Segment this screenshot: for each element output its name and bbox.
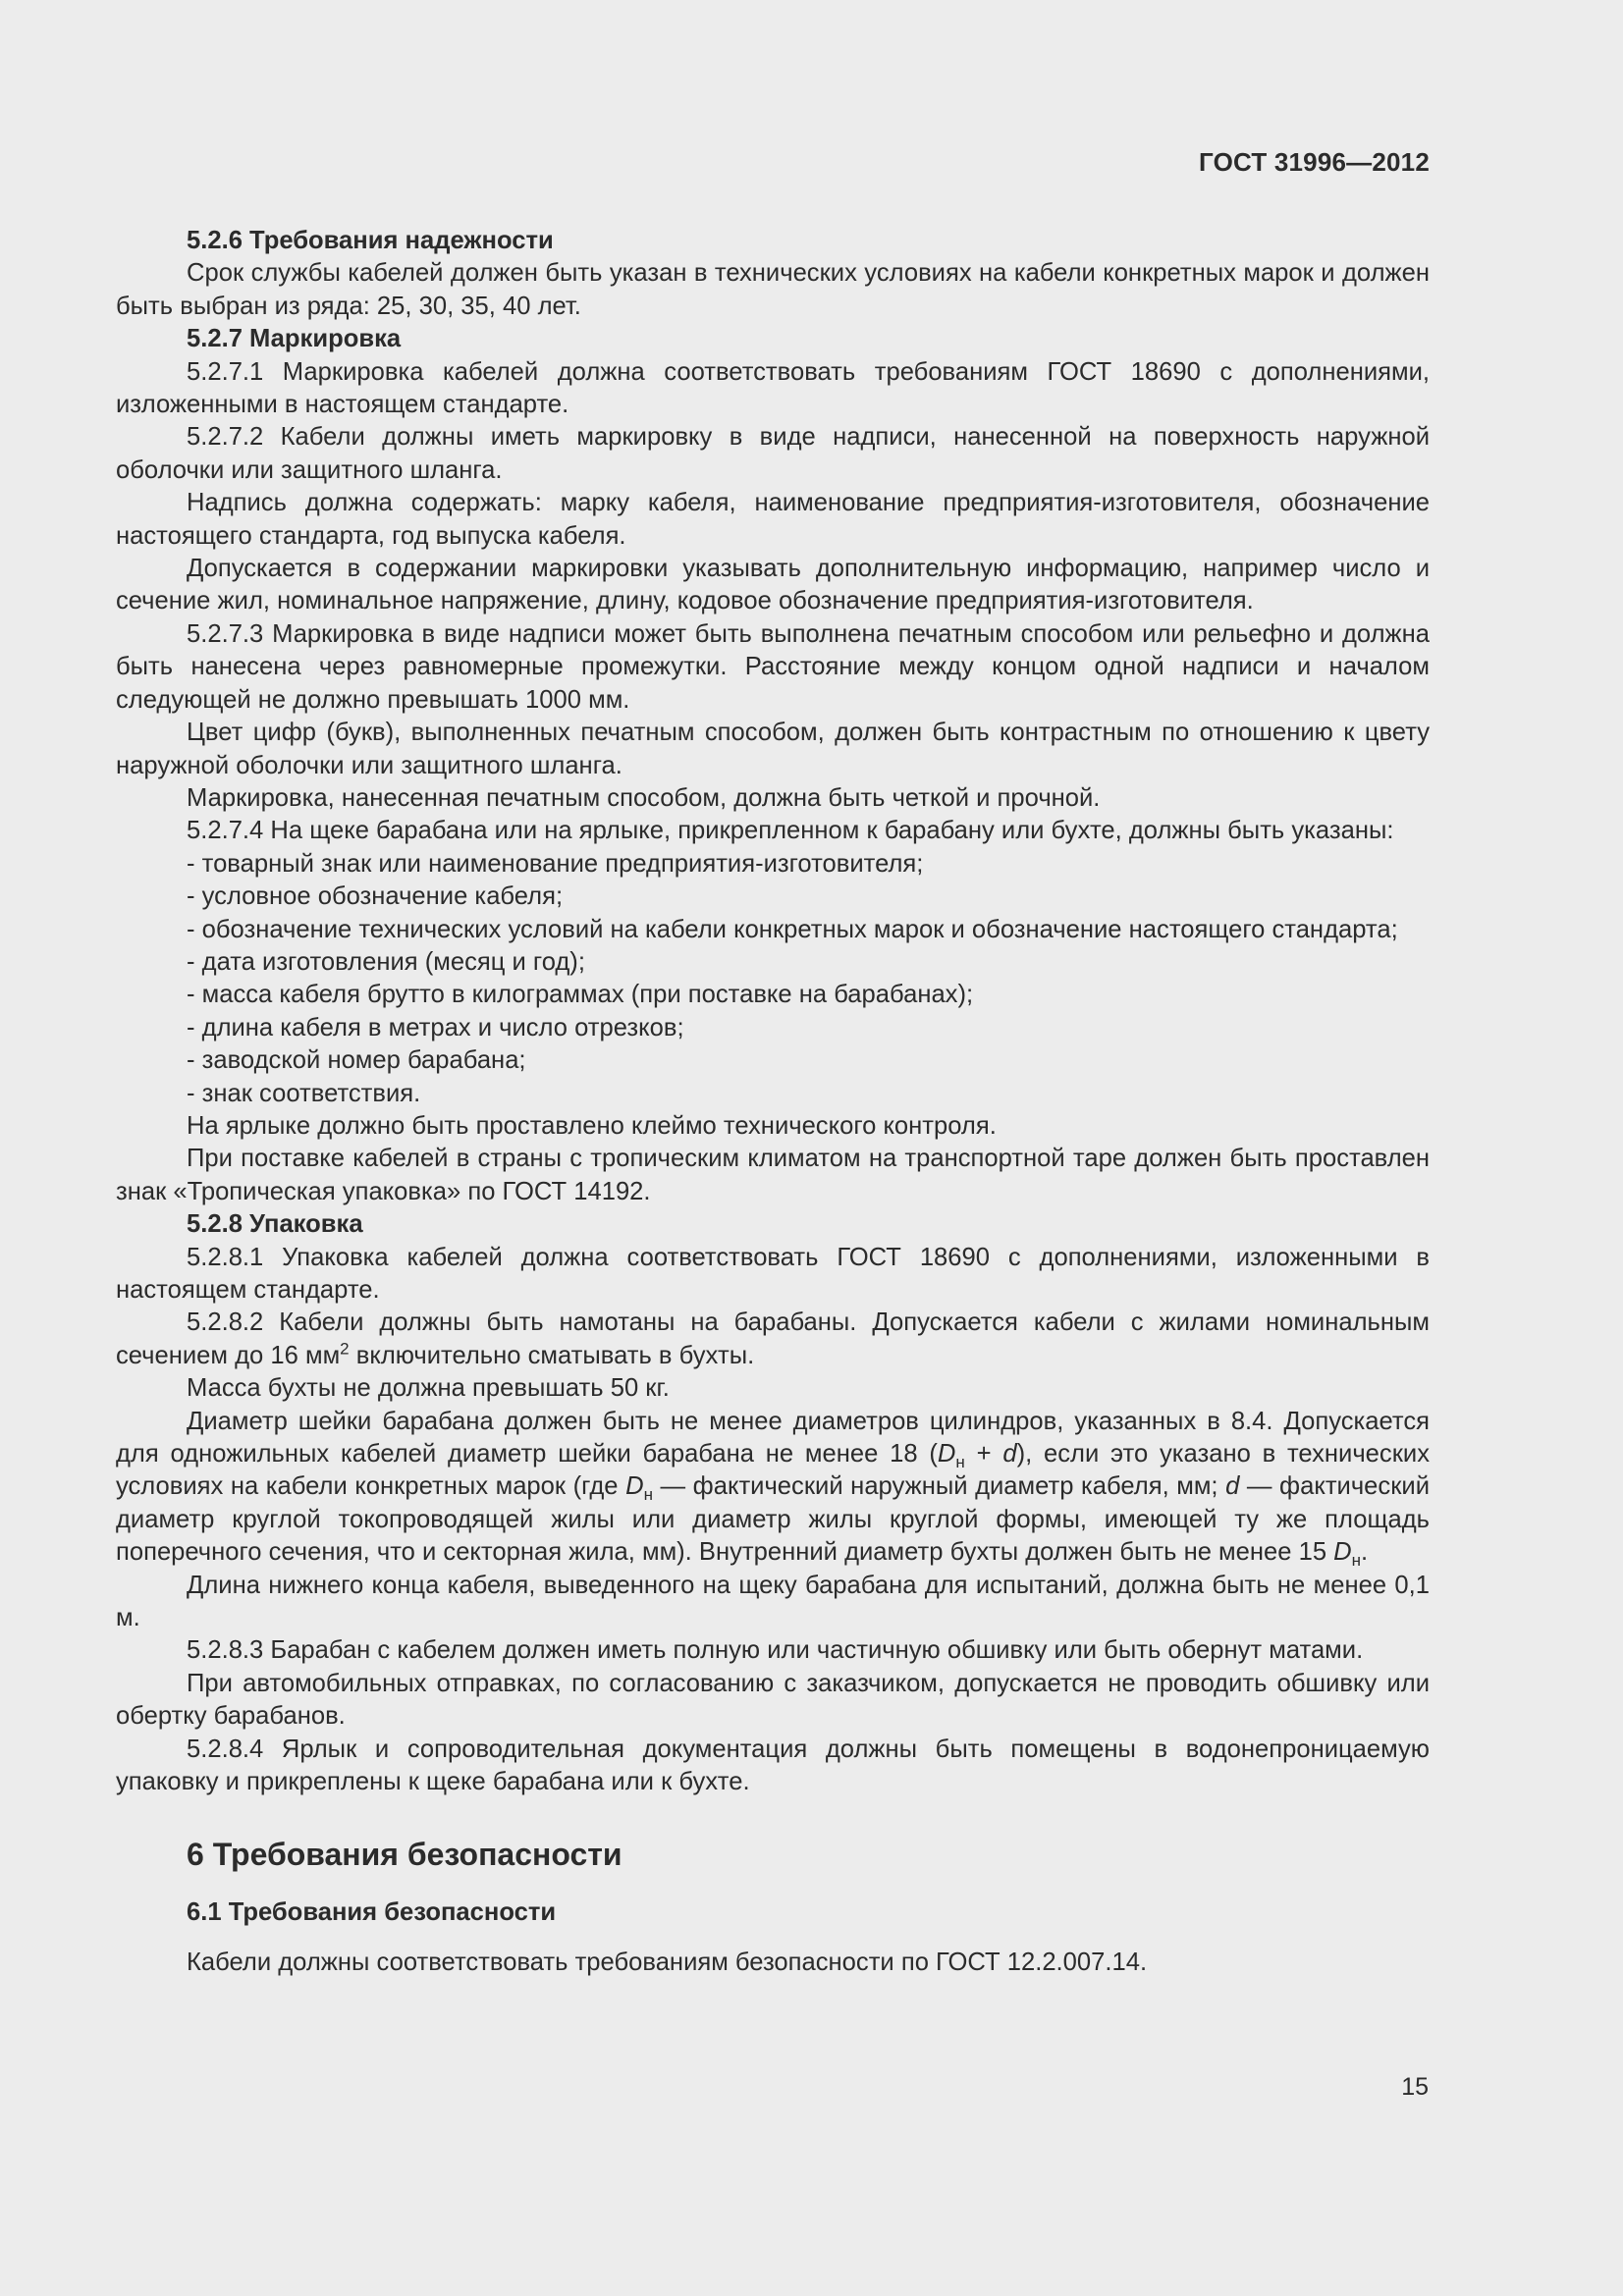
text-span: 5.2.8.2 Кабели должны быть намотаны на барабаны. Допускается кабели с жилами номинальным сечением до 16 мм xyxy=(116,1308,1430,1369)
text-span: . xyxy=(1361,1538,1369,1567)
paragraph-marking-clear: Маркировка, нанесенная печатным способом, должна быть четкой и прочной. xyxy=(187,783,1101,812)
superscript: 2 xyxy=(340,1339,350,1359)
paragraph-5-2-8-4: 5.2.8.4 Ярлык и сопроводительная документация должны быть помещены в водонепроницаемую упаковку и прикреплены к щеке барабана или к бухте. xyxy=(116,1735,1430,1796)
list-item: - длина кабеля в метрах и число отрезков; xyxy=(187,1013,684,1041)
subscript: н xyxy=(955,1453,965,1472)
symbol-D: D xyxy=(625,1472,644,1501)
paragraph-stamp: На ярлыке должно быть проставлено клеймо технического контроля. xyxy=(187,1111,997,1140)
paragraph-5-2-8-1: 5.2.8.1 Упаковка кабелей должна соответствовать ГОСТ 18690 с дополнениями, изложенными в настоящем стандарте. xyxy=(116,1243,1430,1304)
paragraph-lower-end: Длина нижнего конца кабеля, выведенного на щеку барабана для испытаний, должна быть не менее 0,1 м. xyxy=(116,1571,1430,1632)
symbol-D: D xyxy=(937,1440,956,1468)
paragraph-5-2-8-2 xyxy=(116,1307,1430,1372)
paragraph-drum-diameter xyxy=(116,1406,1430,1570)
paragraph-5-2-8-3: 5.2.8.3 Барабан с кабелем должен иметь полную или частичную обшивку или быть обернут матами. xyxy=(187,1636,1364,1665)
symbol-D: D xyxy=(1333,1538,1352,1567)
paragraph-coil-mass: Масса бухты не должна превышать 50 кг. xyxy=(187,1374,670,1403)
heading-5-2-8: 5.2.8 Упаковка xyxy=(187,1210,363,1239)
paragraph-label-content: Надпись должна содержать: марку кабеля, наименование предприятия-изготовителя, обозначение настоящего стандарта, год выпуска кабеля. xyxy=(116,489,1430,550)
document-id-header: ГОСТ 31996—2012 xyxy=(1199,147,1430,177)
paragraph-service-life: Срок службы кабелей должен быть указан в технических условиях на кабели конкретных марок и должен быть выбран из ряда: 25, 30, 35, 40 лет. xyxy=(116,259,1430,320)
list-item: - знак соответствия. xyxy=(187,1079,421,1107)
list-item: - заводской номер барабана; xyxy=(187,1046,526,1075)
paragraph-5-2-7-3: 5.2.7.3 Маркировка в виде надписи может быть выполнена печатным способом или рельефно и должна быть нанесена через равномерные промежутки. Расстояние между концом одной надписи и началом следующей не должно превышать 1000 мм. xyxy=(116,619,1430,714)
paragraph-6-1: Кабели должны соответствовать требованиям безопасности по ГОСТ 12.2.007.14. xyxy=(187,1948,1148,1976)
list-item: - товарный знак или наименование предприятия-изготовителя; xyxy=(187,849,924,878)
text-span: ), если это указано в технических условиях на кабели конкретных марок (где xyxy=(116,1440,1430,1501)
paragraph-tropical: При поставке кабелей в страны с тропическим климатом на транспортной таре должен быть проставлен знак «Тропическая упаковка» по ГОСТ 14192. xyxy=(116,1145,1430,1205)
heading-5-2-6: 5.2.6 Требования надежности xyxy=(187,227,554,254)
heading-6-1: 6.1 Требования безопасности xyxy=(187,1897,557,1926)
text-span: — фактический диаметр круглой токопроводящей жилы или диаметр жилы круглой формы, имеющей ту же площадь поперечного сечения, что и секторная жила, мм). Внутренний диаметр бухты должен быть не менее 15 xyxy=(116,1472,1430,1567)
subscript: н xyxy=(643,1485,653,1505)
list-item: - дата изготовления (месяц и год); xyxy=(187,947,585,976)
symbol-d: d xyxy=(1002,1440,1017,1468)
page-number: 15 xyxy=(1401,2073,1429,2101)
list-item: - условное обозначение кабеля; xyxy=(187,882,564,911)
paragraph-5-2-7-2: 5.2.7.2 Кабели должны иметь маркировку в виде надписи, нанесенной на поверхность наружной оболочки или защитного шланга. xyxy=(116,423,1430,484)
list-item: - обозначение технических условий на кабели конкретных марок и обозначение настоящего стандарта; xyxy=(187,915,1398,943)
symbol-d: d xyxy=(1225,1472,1240,1501)
page-content xyxy=(116,225,1430,1979)
list-item: - масса кабеля брутто в килограммах (при поставке на барабанах); xyxy=(187,981,974,1009)
text-span: + xyxy=(964,1440,1003,1468)
text-span: включительно сматывать в бухты. xyxy=(349,1341,755,1369)
heading-5-2-7: 5.2.7 Маркировка xyxy=(187,325,402,353)
text-span: — фактический наружный диаметр кабеля, мм; xyxy=(652,1472,1226,1501)
paragraph-5-2-7-1: 5.2.7.1 Маркировка кабелей должна соответствовать требованиям ГОСТ 18690 с дополнениями, изложенными в настоящем стандарте. xyxy=(116,357,1430,419)
paragraph-color: Цвет цифр (букв), выполненных печатным способом, должен быть контрастным по отношению к цвету наружной оболочки или защитного шланга. xyxy=(116,719,1430,779)
section-6-title: 6 Требования безопасности xyxy=(187,1836,622,1872)
subscript: н xyxy=(1351,1551,1362,1571)
paragraph-additional-info: Допускается в содержании маркировки указывать дополнительную информацию, например число и сечение жил, номинальное напряжение, длину, кодовое обозначение предприятия-изготовителя. xyxy=(116,555,1430,615)
paragraph-5-2-7-4: 5.2.7.4 На щеке барабана или на ярлыке, прикрепленном к барабану или бухте, должны быть указаны: xyxy=(187,817,1394,845)
paragraph-auto-shipping: При автомобильных отправках, по согласованию с заказчиком, допускается не проводить обшивку или обертку барабанов. xyxy=(116,1669,1430,1731)
text-span: Диаметр шейки барабана должен быть не менее диаметров цилиндров, указанных в 8.4. Допускается для одножильных кабелей диаметр шейки барабана не менее 18 ( xyxy=(116,1407,1430,1468)
